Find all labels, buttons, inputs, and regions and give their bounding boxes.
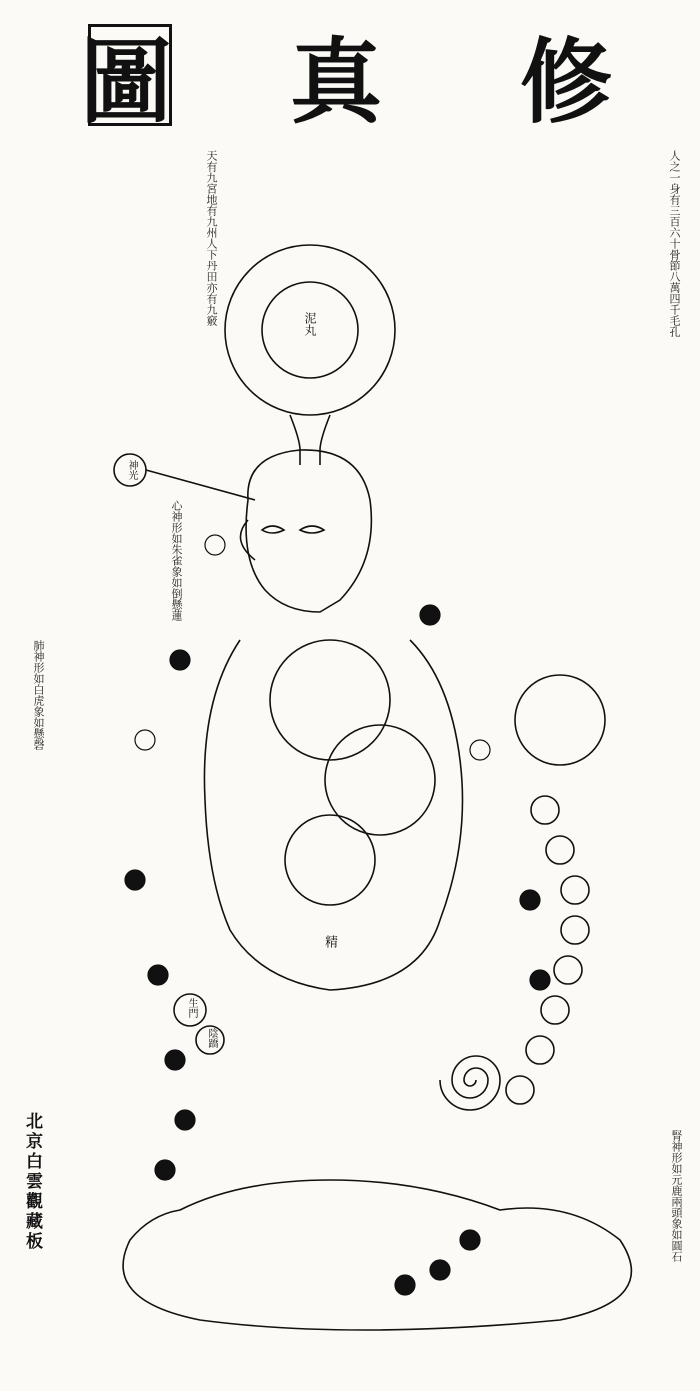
text-block-mid-left: 心神形如朱雀象如倒懸蓮 (170, 500, 183, 621)
title-char-zhen: 真 (290, 28, 383, 136)
text-block-bottom-right: 腎神形如元鹿兩頭象如圓石 (670, 1130, 683, 1262)
label-jing: 精 (322, 935, 337, 948)
colophon-baiyunguan: 北京白雲觀藏板 (22, 1112, 42, 1252)
text-block-bottom-left: 肺神形如白虎象如懸磬 (32, 640, 45, 750)
label-yin-qiao: 陰蹻 (206, 1028, 217, 1048)
label-shen-guang: 神光 (126, 460, 137, 480)
text-block-top-left: 天有九宮地有九州人下丹田亦有九竅 (205, 150, 218, 326)
label-sheng-men: 生門 (186, 998, 197, 1018)
label-ni-wan: 泥丸 (303, 312, 317, 336)
title-char-tu: 圖 (80, 28, 173, 136)
title-char-xiu: 修 (520, 28, 613, 136)
text-block-top-right: 人之一身有三百六十骨節八萬四千毛孔 (668, 150, 681, 337)
